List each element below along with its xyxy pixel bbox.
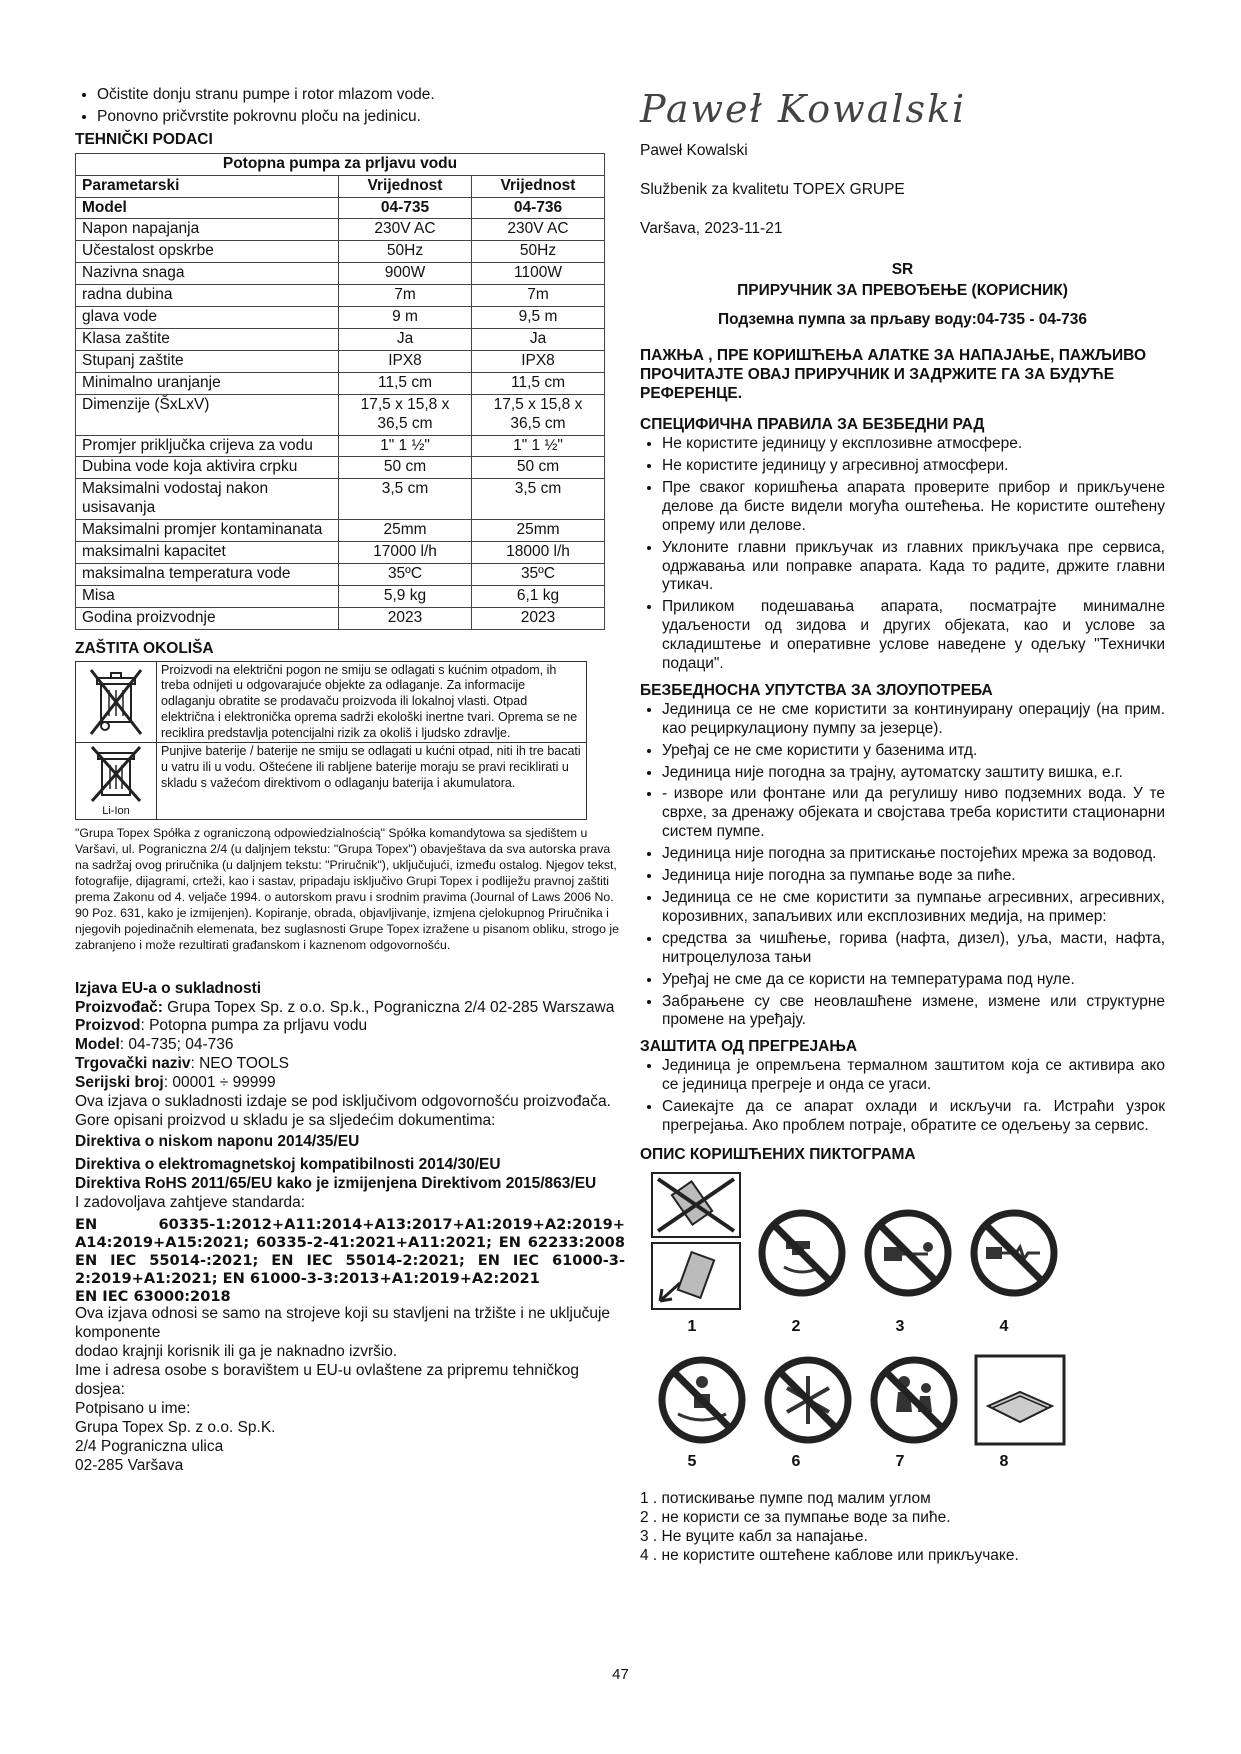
list-item: • Јединица није погодна за притискање постојећих мрежа за водовод.: [662, 845, 1165, 864]
value-cell: 2023: [472, 607, 605, 629]
pictogram-numbers-1: [640, 1317, 1165, 1337]
decl-trade-label: Trgovački naziv: [75, 1055, 191, 1073]
parameter-cell: Dubina vode koja aktivira crpku: [76, 457, 339, 479]
parameter-cell: Misa: [76, 585, 339, 607]
cleaning-bullets: [75, 86, 625, 127]
table-row: [76, 372, 605, 394]
table-row: [76, 241, 605, 263]
list-item: • Јединица се не сме користити за пумпање агресивних, агресивних, корозивних, запаљивих или експлозивних медија, на пример:: [662, 889, 1165, 927]
legend-item: 3 . Не вуците кабл за напајање.: [640, 1527, 868, 1545]
decl-text: dodao krajnji korisnik ili ga je naknadno izvršio.: [75, 1343, 398, 1361]
table-row: [76, 197, 605, 219]
decl-directive: Direktiva o elektromagnetskoj kompatibilnosti 2014/30/EU: [75, 1155, 501, 1173]
decl-serial: : 00001 ÷ 99999: [163, 1074, 276, 1092]
value-cell: 7m: [472, 285, 605, 307]
value-cell: 25mm: [339, 520, 472, 542]
list-item: • Уређај не сме да се користи на температурама под нуле.: [662, 971, 1165, 990]
right-column: [640, 80, 1165, 1565]
li-ion-label: Li-Ion: [102, 805, 130, 818]
table-row: [76, 457, 605, 479]
value-cell: 5,9 kg: [339, 585, 472, 607]
list-item: • Јединица није погодна за пумпање воде за пиће.: [662, 867, 1165, 886]
no-frost-icon: [762, 1354, 854, 1446]
safety-heading: СПЕЦИФИЧНА ПРАВИЛА ЗА БЕЗБЕДНИ РАД: [640, 416, 985, 434]
parameter-cell: maksimalni kapacitet: [76, 542, 339, 564]
value-cell: 9 m: [339, 307, 472, 329]
parameter-cell: Klasa zaštite: [76, 328, 339, 350]
place-date: Varšava, 2023-11-21: [640, 219, 783, 237]
decl-standard-last: EN IEC 63000:2018: [75, 1287, 231, 1305]
decl-text: Ime i adresa osobe s boravištem u EU-u ovlaštene za pripremu tehničkog dosjea:: [75, 1362, 579, 1399]
value-cell: 3,5 cm: [339, 479, 472, 520]
copyright-notice: "Grupa Topex Spółka z ograniczoną odpowiedzialnością" Spółka komandytowa sa sjedištem u Varšavi, ul. Pograniczna 2/4 (u daljnjem tekstu: "Grupa Topex") obavještava da sva autorska prava na sadržaj ovog priručnika (u daljnjem tekstu: "Priručnik"), uključujući, između ostalog. Njegov tekst, fotografije, dijagrami, crteži, kao i sastav, pripadaju isključivo Grupi Topex i podliježu pravnoj zaštiti prema Zakonu od 4. veljače 1994. o autorskom pravu i srodnim pravima (Journal of Laws 2006 No. 90 Poz. 631, kako je izmijenjen). Kopiranje, obrada, objavljivanje, izmjena cjelokupnog Priručnika i njegovih pojedinačnih elemenata, bez suglasnosti Grupe Topex izražene u pisanom obliku, strogo je zabranjeno i može rezultirati građanskom i kaznenom odgovornošću.: [75, 825, 619, 952]
decl-text: Grupa Topex Sp. z o.o. Sp.K.: [75, 1418, 276, 1436]
spec-table: [75, 153, 605, 630]
value-cell: 50 cm: [472, 457, 605, 479]
value-cell: 50 cm: [339, 457, 472, 479]
list-item: • Ponovno pričvrstite pokrovnu ploču na jedinicu.: [97, 108, 625, 127]
signer-name: Paweł Kowalski: [640, 142, 748, 159]
pictogram-row-2: [656, 1354, 1165, 1446]
parameter-cell: Stupanj zaštite: [76, 350, 339, 372]
decl-heading: Izjava EU-a o sukladnosti: [75, 979, 262, 997]
pictogram-numbers-2: [640, 1452, 1165, 1472]
value-cell: 11,5 cm: [339, 372, 472, 394]
page-number: 47: [612, 1666, 629, 1683]
parameter-cell: Model: [76, 197, 339, 219]
value-cell: 900W: [339, 263, 472, 285]
pictogram-number: 4: [999, 1317, 1009, 1335]
value-cell: 18000 l/h: [472, 542, 605, 564]
value-cell: 3,5 cm: [472, 479, 605, 520]
signer-role: Službenik za kvalitetu TOPEX GRUPE: [640, 180, 905, 198]
manual-title: ПРИРУЧНИК ЗА ПРЕВОЂЕЊЕ (КОРИСНИК): [737, 281, 1068, 299]
list-item: • Уклоните главни прикључак из главних прикључака пре сервиса, одржавања или поправке апарата. Када то радите, држите главни утикач.: [662, 539, 1165, 596]
table-row: [76, 394, 605, 435]
parameter-cell: glava vode: [76, 307, 339, 329]
table-row: [76, 520, 605, 542]
decl-text: Ova izjava odnosi se samo na strojeve koji su stavljeni na tržište i ne uključuje komponente: [75, 1305, 611, 1342]
decl-directive: Direktiva RoHS 2011/65/EU kako je izmijenjena Direktivom 2015/863/EU: [75, 1174, 597, 1192]
table-header: Vrijednost: [339, 175, 472, 197]
pictogram-legend: [640, 1490, 1165, 1566]
value-cell: 1" 1 ½": [339, 435, 472, 457]
value-cell: 11,5 cm: [472, 372, 605, 394]
decl-manufacturer-label: Proizvođač:: [75, 998, 163, 1016]
parameter-cell: Učestalost opskrbe: [76, 241, 339, 263]
value-cell: 35ºC: [472, 563, 605, 585]
value-cell: IPX8: [472, 350, 605, 372]
value-cell: 9,5 m: [472, 307, 605, 329]
decl-standards: EN 60335-1:2012+A11:2014+A13:2017+A1:2019+A2:2019+ A14:2019+A15:2021; 60335-2-41:2021+A11:2021; EN 62233:2008 EN IEC 55014-:2021; EN IEC 55014-2:2021; EN IEC 61000-3-2:2019+A1:2021; EN 61000-3-3:2013+A1:2019+A2:2021: [75, 1216, 625, 1287]
pictogram-heading: ОПИС КОРИШЋЕНИХ ПИКТОГРАМА: [640, 1145, 916, 1163]
parameter-cell: maksimalna temperatura vode: [76, 563, 339, 585]
list-item: • Приликом подешавања апарата, посматрајте минималне удаљености од зидова и других објеката, као и услове за складиштење и оперативне услове наведене у одељку "Технички подаци".: [662, 598, 1165, 674]
misuse-heading: БЕЗБЕДНОСНА УПУТСТВА ЗА ЗЛОУПОТРЕБА: [640, 681, 993, 699]
list-item: • Пре сваког коришћења апарата проверите прибор и прикључене делове да бисте видели могућа оштећења. Не користите оштећену опрему или делове.: [662, 479, 1165, 536]
no-pull-cable-icon: [862, 1207, 954, 1299]
decl-text: Ova izjava o sukladnosti izdaje se pod isključivom odgovornošću proizvođača.: [75, 1093, 611, 1111]
decl-model-label: Model: [75, 1036, 120, 1054]
value-cell: 17000 l/h: [339, 542, 472, 564]
table-row: [76, 563, 605, 585]
list-item: • Јединица није погодна за трајну, аутоматску заштиту вишка, е.г.: [662, 764, 1165, 783]
decl-manufacturer: Grupa Topex Sp. z o.o. Sp.k., Pograniczna 2/4 02-285 Warszawa: [167, 998, 615, 1016]
decl-directive: Direktiva o niskom naponu 2014/35/EU: [75, 1132, 360, 1150]
env-box: [75, 661, 587, 820]
list-item: • Забрањене су све неовлашћене измене, измене или структурне промене на уређају.: [662, 993, 1165, 1031]
list-item: • средства за чишћење, горива (нафта, дизел), уља, масти, нафта, нитроцелулоза тањи: [662, 930, 1165, 968]
tech-heading: TEHNIČKI PODACI: [75, 130, 213, 148]
pictogram-number: 2: [791, 1317, 801, 1335]
value-cell: 04-735: [339, 197, 472, 219]
overheat-heading: ЗАШТИТА ОД ПРЕГРЕЈАЊА: [640, 1038, 858, 1056]
warning-text: ПАЖЊА , ПРЕ КОРИШЋЕЊА АЛАТКЕ ЗА НАПАЈАЊЕ, ПАЖЉИВО ПРОЧИТАЈТЕ ОВАЈ ПРИРУЧНИК И ЗАДРЖИТЕ ГА ЗА БУДУЋЕ РЕФЕРЕНЦЕ.: [640, 347, 1147, 403]
parameter-cell: Dimenzije (ŠxLxV): [76, 394, 339, 435]
manual-subtitle: Подземна пумпа за прљаву воду:04-735 - 04-736: [717, 310, 1088, 328]
value-cell: 50Hz: [339, 241, 472, 263]
eu-declaration: [75, 980, 625, 1476]
left-column: [75, 86, 625, 1476]
decl-text: 02-285 Varšava: [75, 1456, 184, 1474]
pump-tilt-icon: [650, 1171, 742, 1311]
table-row: [76, 479, 605, 520]
table-row: [76, 285, 605, 307]
value-cell: 25mm: [472, 520, 605, 542]
parameter-cell: Maksimalni promjer kontaminanata: [76, 520, 339, 542]
safety-list: [640, 435, 1165, 674]
list-item: • Саиекајте да се апарат охлади и искључи га. Истраћи узрок прегрејања. Ако проблем потраје, обратите се одељењу за сервис.: [662, 1098, 1165, 1136]
table-title: Potopna pumpa za prljavu vodu: [76, 153, 605, 175]
legend-item: 1 . потискивање пумпе под малим углом: [640, 1489, 931, 1507]
env-text-battery: Punjive baterije / baterije ne smiju se odlagati u kućni otpad, niti ih tre bacati u vatru ili u vodu. Oštećene ili rabljene baterije moraju se pravi reciklirati u skladu s važećom direktivom o odlaganju baterija i akumulatora.: [161, 744, 581, 790]
value-cell: 1" 1 ½": [472, 435, 605, 457]
value-cell: Ja: [339, 328, 472, 350]
parameter-cell: Minimalno uranjanje: [76, 372, 339, 394]
decl-trade: : NEO TOOLS: [190, 1055, 289, 1073]
no-damaged-cable-icon: [968, 1207, 1060, 1299]
pictogram-number: 8: [999, 1453, 1009, 1471]
decl-serial-label: Serijski broj: [75, 1074, 164, 1092]
decl-text: I zadovoljava zahtjeve standarda:: [75, 1193, 306, 1211]
parameter-cell: Napon napajanja: [76, 219, 339, 241]
parameter-cell: Godina proizvodnje: [76, 607, 339, 629]
value-cell: 17,5 x 15,8 x 36,5 cm: [472, 394, 605, 435]
parameter-cell: radna dubina: [76, 285, 339, 307]
table-header: Vrijednost: [472, 175, 605, 197]
decl-product: : Potopna pumpa za prljavu vodu: [140, 1017, 368, 1035]
decl-text: 2/4 Pograniczna ulica: [75, 1437, 224, 1455]
value-cell: 7m: [339, 285, 472, 307]
table-row: [76, 263, 605, 285]
value-cell: 1100W: [472, 263, 605, 285]
parameter-cell: Maksimalni vodostaj nakon usisavanja: [76, 479, 339, 520]
pictogram-number: 6: [791, 1453, 801, 1471]
no-drinking-water-icon: [756, 1207, 848, 1299]
list-item: • Јединица се не сме користити за континуирану операцију (на прим. као рециркулациону пумпу за језерце).: [662, 701, 1165, 739]
table-row: [76, 350, 605, 372]
pictogram-number: 7: [895, 1453, 905, 1471]
list-item: • Не користите јединицу у агресивној атмосфери.: [662, 457, 1165, 476]
parameter-cell: Promjer priključka crijeva za vodu: [76, 435, 339, 457]
read-manual-icon: [974, 1354, 1066, 1446]
env-heading: ZAŠTITA OKOLIŠA: [75, 639, 214, 657]
spec-table-body: [76, 197, 605, 629]
value-cell: 35ºC: [339, 563, 472, 585]
signature: Paweł Kowalski: [640, 87, 967, 131]
value-cell: 17,5 x 15,8 x 36,5 cm: [339, 394, 472, 435]
decl-text: Gore opisani proizvod u skladu je sa sljedećim dokumentima:: [75, 1111, 496, 1129]
language-code: SR: [891, 260, 914, 278]
value-cell: 50Hz: [472, 241, 605, 263]
battery-bin-icon: [76, 743, 157, 818]
list-item: • Уређај се не сме користити у базенима итд.: [662, 742, 1165, 761]
value-cell: 2023: [339, 607, 472, 629]
list-item: • Не користите јединицу у експлозивне атмосфере.: [662, 435, 1165, 454]
no-children-icon: [868, 1354, 960, 1446]
decl-text: Potpisano u ime:: [75, 1399, 191, 1417]
pictogram-row-1: [650, 1171, 1165, 1311]
pictogram-number: 1: [687, 1317, 697, 1335]
value-cell: IPX8: [339, 350, 472, 372]
table-header: Parametarski: [76, 175, 339, 197]
legend-item: 2 . не користи се за пумпање воде за пиће.: [640, 1508, 951, 1526]
table-row: [76, 219, 605, 241]
list-item: • Očistite donju stranu pumpe i rotor mlazom vode.: [97, 86, 625, 105]
value-cell: 04-736: [472, 197, 605, 219]
value-cell: 230V AC: [339, 219, 472, 241]
parameter-cell: Nazivna snaga: [76, 263, 339, 285]
value-cell: 230V AC: [472, 219, 605, 241]
table-row: [76, 307, 605, 329]
list-item: • Јединица је опремљена термалном заштитом која се активира ако се јединица прегреје и онда се угаси.: [662, 1057, 1165, 1095]
weee-bin-icon: [76, 662, 157, 743]
overheat-list: [640, 1057, 1165, 1136]
table-row: [76, 607, 605, 629]
value-cell: Ja: [472, 328, 605, 350]
table-row: [76, 435, 605, 457]
list-item: • - изворе или фонтане или да регулишу ниво подземних вода. У те сврхе, за дренажу објеката и својстава треба користити стационарни систем пумпе.: [662, 785, 1165, 842]
pictogram-number: 5: [687, 1453, 697, 1471]
table-row: [76, 328, 605, 350]
table-row: [76, 585, 605, 607]
no-bathing-icon: [656, 1354, 748, 1446]
decl-product-label: Proizvod: [75, 1017, 141, 1035]
env-text-weee: Proizvodi na električni pogon ne smiju se odlagati s kućnim otpadom, ih treba odnijeti u odgovarajuće objekte za odlaganje. Za informacije odlaganju obratite se prodavaču proizvoda ili lokalnoj vlasti. Otpad električna i elektronička oprema sadrži ekološki inertne tvari. Oprema se ne reciklira predstavlja potencijalni rizik za okoliš i ljudsko zdravlje.: [161, 662, 578, 740]
value-cell: 6,1 kg: [472, 585, 605, 607]
pictogram-number: 3: [895, 1317, 905, 1335]
legend-item: 4 . не користите оштећене каблове или прикључаке.: [640, 1546, 1019, 1564]
table-row: [76, 542, 605, 564]
decl-model: : 04-735; 04-736: [119, 1036, 234, 1054]
misuse-list: [640, 701, 1165, 1031]
